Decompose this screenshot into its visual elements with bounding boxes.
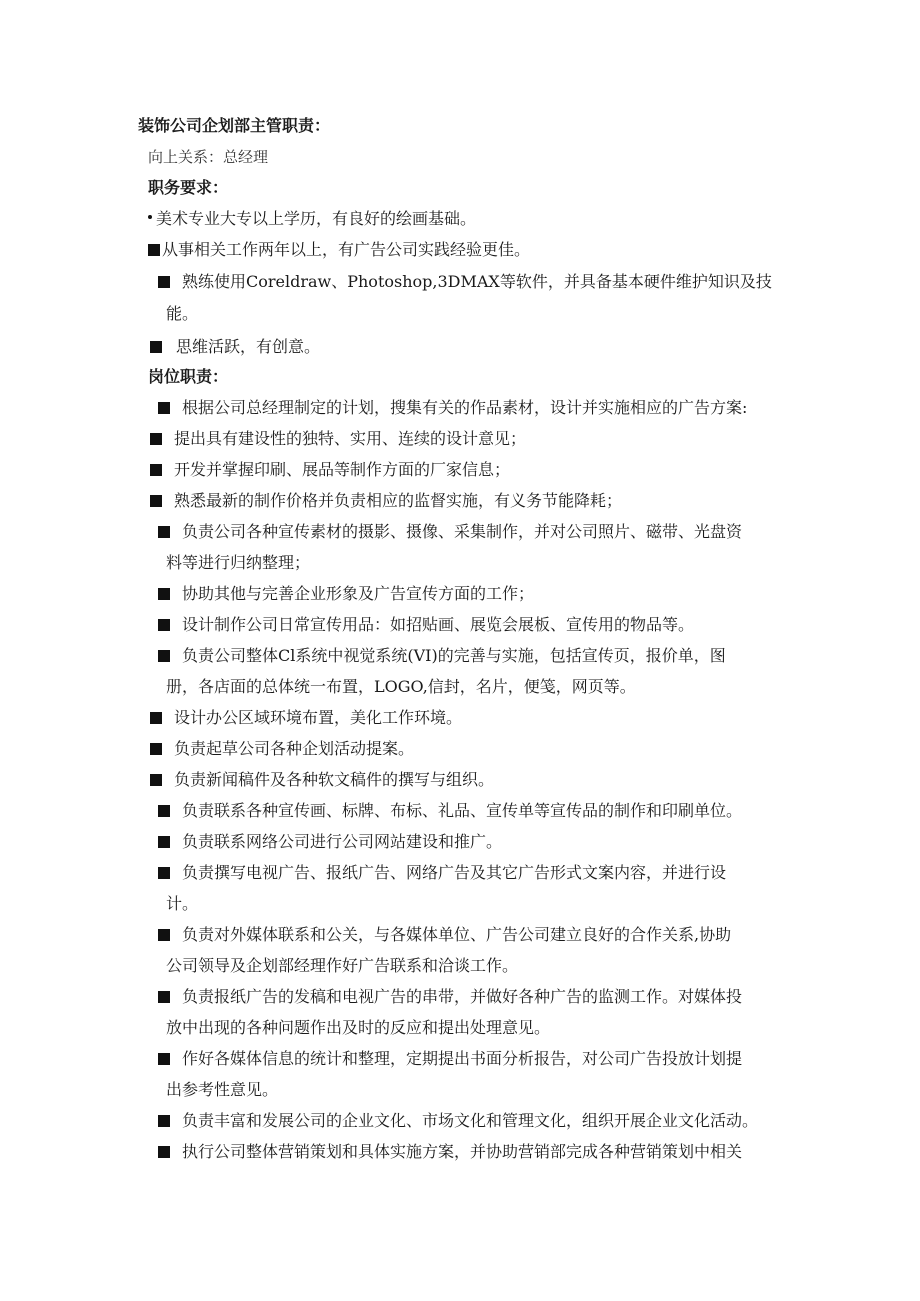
square-bullet-icon	[158, 836, 170, 848]
duty-item-continued: 册，各店面的总体统一布置，LOGO,信封，名片，便笺，网页等。	[166, 677, 636, 696]
duty-item: 负责联系网络公司进行公司网站建设和推广。	[158, 832, 502, 852]
duty-item-continued: 公司领导及企划部经理作好广告联系和洽谈工作。	[166, 956, 519, 975]
square-bullet-icon	[150, 743, 162, 755]
square-bullet-icon	[150, 712, 162, 724]
square-bullet-icon	[150, 341, 162, 353]
requirement-item: 熟练使用Coreldraw、Photoshop,3DMAX等软件，并具备基本硬件维护知识及技	[158, 272, 772, 292]
duty-item-continued: 放中出现的各种问题作出及时的反应和提出处理意见。	[166, 1018, 551, 1037]
square-bullet-icon	[158, 929, 170, 941]
square-bullet-icon	[150, 495, 162, 507]
duty-item: 设计办公区域环境布置，美化工作环境。	[150, 708, 462, 728]
bullet-dot-icon	[148, 215, 152, 219]
requirement-item: 美术专业大专以上学历，有良好的绘画基础。	[148, 209, 476, 229]
duty-item: 提出具有建设性的独特、实用、连续的设计意见；	[150, 429, 526, 449]
square-bullet-icon	[158, 276, 170, 288]
square-bullet-icon	[150, 433, 162, 445]
duty-item: 负责报纸广告的发稿和电视广告的串带，并做好各种广告的监测工作。对媒体投	[158, 987, 742, 1007]
duty-item: 设计制作公司日常宣传用品：如招贴画、展览会展板、宣传用的物品等。	[158, 615, 694, 635]
duty-item-continued: 计。	[166, 894, 199, 913]
square-bullet-icon	[158, 1146, 170, 1158]
square-bullet-icon	[158, 1053, 170, 1065]
duty-item: 负责联系各种宣传画、标牌、布标、礼品、宣传单等宣传品的制作和印刷单位。	[158, 801, 742, 821]
square-bullet-icon	[148, 244, 160, 256]
square-bullet-icon	[158, 619, 170, 631]
duty-item: 执行公司整体营销策划和具体实施方案，并协助营销部完成各种营销策划中相关	[158, 1142, 742, 1162]
reporting-relation: 向上关系：总经理	[148, 148, 269, 166]
duty-item-continued: 出参考性意见。	[166, 1080, 279, 1099]
square-bullet-icon	[158, 526, 170, 538]
square-bullet-icon	[158, 1115, 170, 1127]
requirements-heading: 职务要求：	[148, 178, 229, 197]
requirement-item: 思维活跃，有创意。	[150, 337, 320, 357]
duties-heading: 岗位职责：	[148, 367, 229, 386]
duty-item: 负责新闻稿件及各种软文稿件的撰写与组织。	[150, 770, 494, 790]
requirement-item-continued: 能。	[166, 304, 199, 323]
duty-item: 负责丰富和发展公司的企业文化、市场文化和管理文化，组织开展企业文化活动。	[158, 1111, 758, 1131]
duty-item: 负责公司整体Cl系统中视觉系统(VI)的完善与实施，包括宣传页，报价单，图	[158, 646, 726, 666]
duty-item: 协助其他与完善企业形象及广告宣传方面的工作；	[158, 584, 534, 604]
duty-item-continued: 料等进行归纳整理；	[166, 553, 311, 572]
square-bullet-icon	[158, 588, 170, 600]
requirement-item: 从事相关工作两年以上，有广告公司实践经验更佳。	[148, 240, 530, 260]
duty-item: 负责对外媒体联系和公关，与各媒体单位、广告公司建立良好的合作关系,协助	[158, 925, 731, 945]
document-title: 装饰公司企划部主管职责：	[138, 116, 331, 135]
duty-item: 负责公司各种宣传素材的摄影、摄像、采集制作，并对公司照片、磁带、光盘资	[158, 522, 742, 542]
square-bullet-icon	[158, 650, 170, 662]
duty-item: 负责起草公司各种企划活动提案。	[150, 739, 414, 759]
square-bullet-icon	[150, 774, 162, 786]
duty-item: 作好各媒体信息的统计和整理，定期提出书面分析报告，对公司广告投放计划提	[158, 1049, 742, 1069]
duty-item: 熟悉最新的制作价格并负责相应的监督实施，有义务节能降耗；	[150, 491, 622, 511]
square-bullet-icon	[158, 402, 170, 414]
duty-item: 根据公司总经理制定的计划，搜集有关的作品素材，设计并实施相应的广告方案:	[158, 398, 747, 418]
duty-item: 开发并掌握印刷、展品等制作方面的厂家信息；	[150, 460, 510, 480]
square-bullet-icon	[150, 464, 162, 476]
square-bullet-icon	[158, 991, 170, 1003]
square-bullet-icon	[158, 805, 170, 817]
square-bullet-icon	[158, 867, 170, 879]
duty-item: 负责撰写电视广告、报纸广告、网络广告及其它广告形式文案内容，并进行设	[158, 863, 726, 883]
